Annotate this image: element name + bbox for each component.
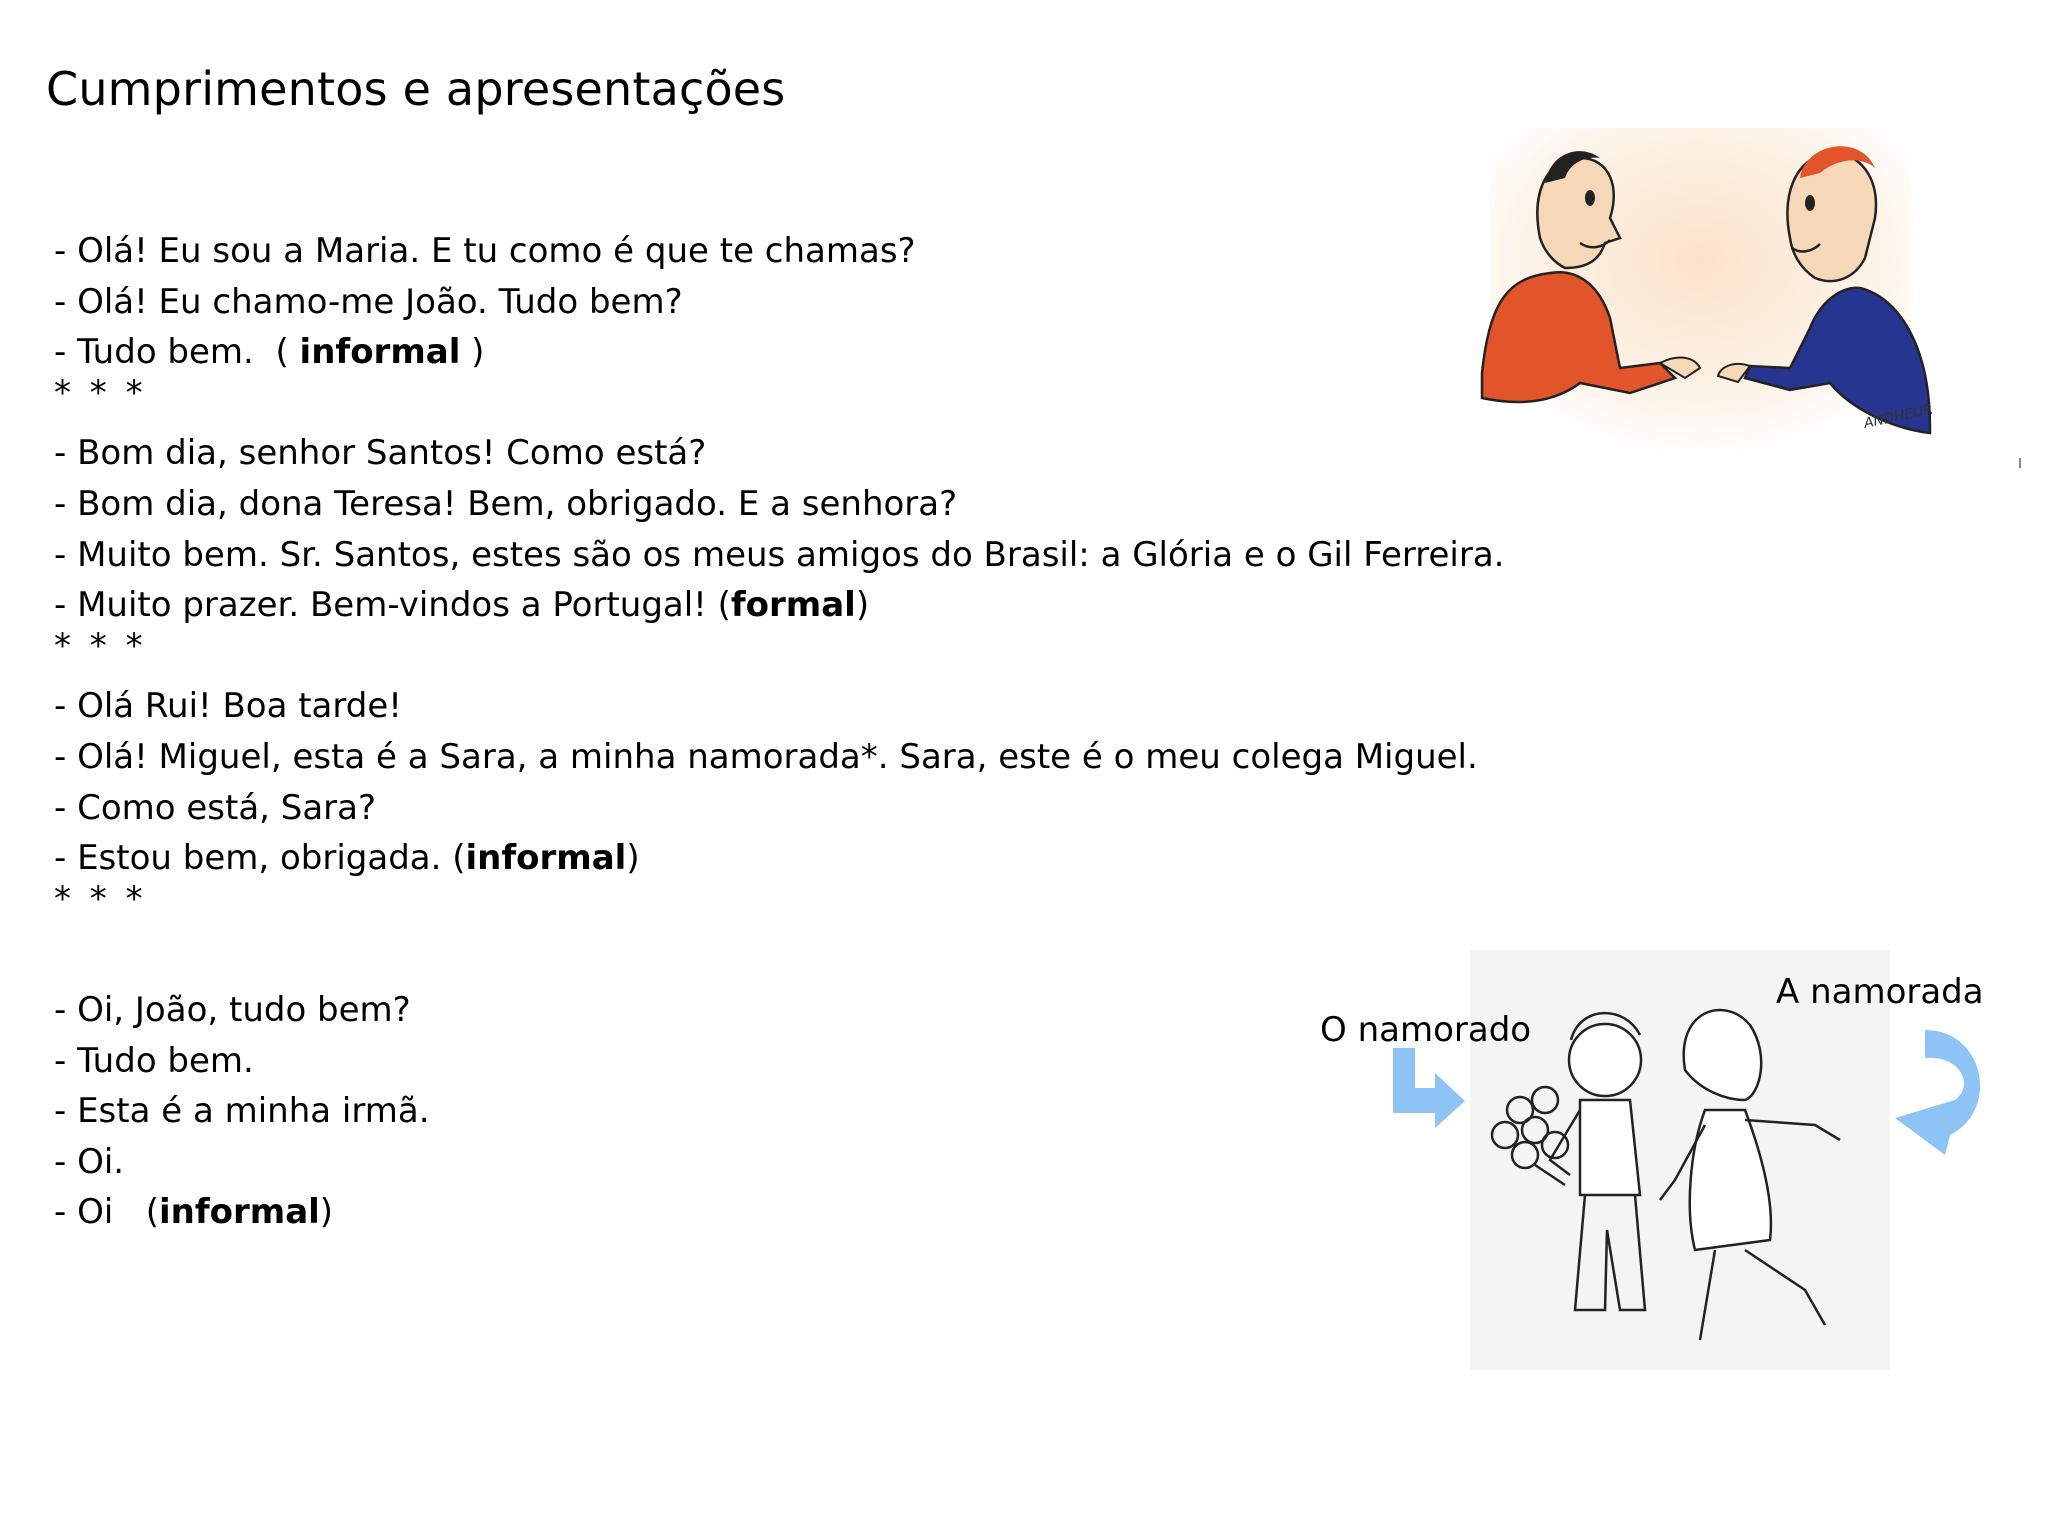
dash: - [54,281,78,322]
dialogue-line [54,1086,1504,1137]
line-text: Olá Rui! Boa tarde! [77,686,402,727]
dash: - [54,989,78,1030]
line-text: Olá! Eu chamo-me João. Tudo bem? [77,281,683,322]
line-text: Como está, Sara? [77,787,377,828]
line-suffix: ) [855,585,870,626]
dash: - [54,1091,78,1132]
line-text: Tudo bem. ( [77,332,300,373]
dash: - [54,483,78,524]
register-tag: formal [730,585,856,626]
dash: - [54,686,78,727]
dialogue-line [54,732,1504,783]
line-text: Olá! Eu sou a Maria. E tu como é que te chamas? [77,231,916,271]
dash: - [54,1040,78,1081]
dialogue-line [54,1137,1504,1188]
line-text: Olá! Miguel, esta é a Sara, a minha namorada*. Sara, este é o meu colega Miguel. [77,736,1478,777]
arrow-boyfriend-icon [1393,1048,1465,1128]
dash: - [54,838,78,879]
dialogue-line [54,428,1504,479]
page-title: Cumprimentos e apresentações [46,62,786,116]
dash: - [54,1141,78,1182]
dialogue-line [54,1187,1504,1238]
dialogue-line [54,226,1504,277]
separator: * * * [54,878,147,919]
dialogue-list [54,226,1504,1238]
dialogue-line [54,327,1504,378]
dash: - [54,433,78,474]
dialogue-line [54,985,1504,1036]
artist-signature: ANDHEUR [1862,401,1935,432]
dialogue-line [54,530,1504,581]
dash: - [54,231,78,271]
line-text: Oi ( [77,1192,159,1233]
spacer [54,934,1504,985]
handshake-illustration [1470,128,1940,478]
register-tag: informal [465,838,627,879]
dialogue-line [54,681,1504,732]
line-text: Bom dia, dona Teresa! Bem, obrigado. E a senhora? [77,483,958,524]
label-boyfriend: O namorado [1320,1010,1532,1050]
margin-mark [2019,458,2021,468]
dialogue-line [54,277,1504,328]
dash: - [54,787,78,828]
dash: - [54,736,78,777]
line-text: Oi, João, tudo bem? [77,989,411,1030]
dialogue-line [54,479,1504,530]
register-tag: informal [299,332,461,373]
dialogue-line [54,783,1504,834]
line-text: Estou bem, obrigada. ( [77,838,466,879]
line-suffix: ) [319,1192,334,1233]
separator: * * * [54,625,147,666]
dash: - [54,585,78,626]
line-text: Bom dia, senhor Santos! Como está? [77,433,707,474]
separator: * * * [54,372,147,413]
line-suffix: ) [460,332,485,373]
dash: - [54,332,78,373]
line-text: Tudo bem. [77,1040,254,1081]
dash: - [54,1192,78,1233]
line-text: Esta é a minha irmã. [77,1091,430,1132]
line-suffix: ) [626,838,640,879]
arrow-girlfriend-icon [1895,1030,1980,1155]
dialogue-line [54,1036,1504,1087]
label-girlfriend: A namorada [1776,972,1984,1012]
line-text: Oi. [77,1141,125,1182]
dialogue-line [54,833,1504,884]
line-text: Muito prazer. Bem-vindos a Portugal! ( [77,585,731,626]
register-tag: informal [158,1192,320,1233]
dash: - [54,534,78,575]
dialogue-line [54,580,1504,631]
line-text: Muito bem. Sr. Santos, estes são os meus amigos do Brasil: a Glória e o Gil Ferreira. [77,534,1505,575]
